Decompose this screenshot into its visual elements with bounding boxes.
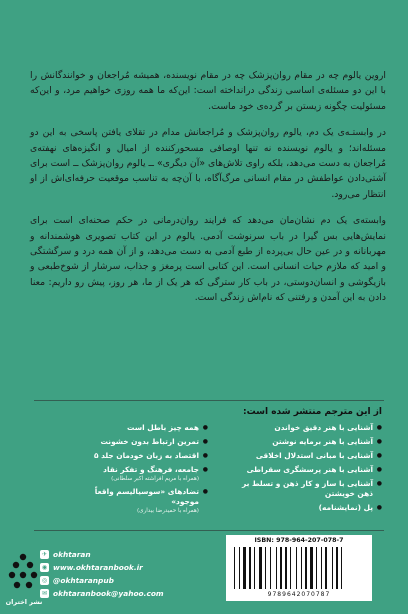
list-item: ● اقتصاد به زبان خودمان جلد ۵ xyxy=(78,451,208,461)
contact-text: okhtaranbook@yahoo.com xyxy=(53,588,164,598)
paragraph-2: در وابستـه‌ی یک دم، یالوم روان‌پزشک و مُراجعانش مدام در تقلای یافتن پاسخی به این دو مسئله‌اند؛ و یالوم نویسنده نه تنها اوصافی مسحورکننده از امیال و انگیزه‌های نهفته‌ی مُراجعان به دست می‌دهد، بلکه راوی تلاش‌های «آن دیگری» ــ یالوم روان‌پزشک ــ است برای آشتی‌دادن عواطفش در مقام انسانی مرگ‌آگاه، با آن‌چه به تناسب موقعیت حرفه‌ای‌اش از او انتظار می‌رود. xyxy=(30,127,386,200)
email-icon: ✉ xyxy=(41,589,48,597)
list-item: ● آشنایی با ساز و کار ذهن و تسلط بر ذهن خویشتن xyxy=(230,479,382,499)
divider-bottom xyxy=(34,530,384,531)
contact-telegram[interactable] xyxy=(40,548,220,560)
list-item: ● آشنایی با مبانی استدلال اخلاقی xyxy=(230,451,382,461)
list-item: ● جامعه، فرهنگ و تفکر نقاد (همراه با مریم افراشته اکبر سلطانی) xyxy=(78,465,208,483)
barcode-number: 9789642070787 xyxy=(267,591,331,598)
list-item: ● آشنایی با هنر پرسشگری سقراطی xyxy=(230,465,382,475)
web-icon: ◉ xyxy=(41,563,48,571)
contact-email[interactable] xyxy=(40,587,220,599)
list-item: ● تمرین ارتباط بدون خشونت xyxy=(78,437,208,447)
contact-text: okhtaran xyxy=(53,549,91,559)
list-item: ● آشنایی با هنر دقیق خواندن xyxy=(230,423,382,433)
instagram-icon: ◎ xyxy=(41,576,48,584)
books-list-left xyxy=(78,423,208,519)
body-text xyxy=(30,68,386,317)
list-item: ● همه چیز باطل است xyxy=(78,423,208,433)
barcode-box xyxy=(226,535,372,601)
contacts xyxy=(40,548,220,600)
contact-instagram[interactable] xyxy=(40,574,220,586)
paragraph-1: اروین یالوم چه در مقام روان‌پزشک چه در مقام نویسنده، همیشه مُراجعان و خوانندگانش را با این دو مسئله‌ی اساسی زندگی درانداخته است: این‌که ما همه روزی خواهیم مرد، و این‌که مسئولیت چگونه زیستن بر گرده‌ی خود ماست. xyxy=(30,70,386,112)
publisher-name: نشر اختران xyxy=(5,598,43,606)
isbn-text: ISBN: 978-964-207-078-7 xyxy=(254,537,344,544)
list-item: ● تضادهای «سوسیالیسم واقعاً موجود» (همراه با حمیدرضا بیداری) xyxy=(78,487,208,515)
books-list-title: از این مترجم منتشر شده است: xyxy=(243,407,382,417)
contact-text: @okhtaranpub xyxy=(53,575,114,585)
list-item: ● آشنایی با هنر برمایه نوشتن xyxy=(230,437,382,447)
contact-website[interactable] xyxy=(40,561,220,573)
paragraph-3: وابسته‌ی یک دم نشان‌مان می‌دهد که فرایند روان‌درمانی در حکم صحنه‌ای است برای نمایش‌هایی بس گیرا در باب سرنوشت آدمی. یالوم در این کتاب تصویری هوشمندانه و مهربانانه و در عین حال بی‌پرده از طبع آدمی به دست می‌دهد، و از آن همه درد و سرگشتگی و امید که ملازم حیات انسانی است. این کتابی است پرمغز و جذاب، سرشار از شوخ‌طبعی و بازیگوشی و انسان‌دوستی، در باب کار سترگی که هر یک از ما، هر روز، پیش رو داریم: معنا دادن به این آمدن و رفتنی که نام‌اش زندگی است. xyxy=(30,215,386,304)
barcode-icon xyxy=(232,547,366,589)
list-item: ● پل (نمایشنامه) xyxy=(230,503,382,513)
books-list-right xyxy=(230,423,382,517)
contact-text: www.okhtaranbook.ir xyxy=(53,562,143,572)
publisher-logo-icon xyxy=(8,551,38,597)
telegram-icon: ✈ xyxy=(41,550,48,558)
divider-top xyxy=(34,400,384,401)
